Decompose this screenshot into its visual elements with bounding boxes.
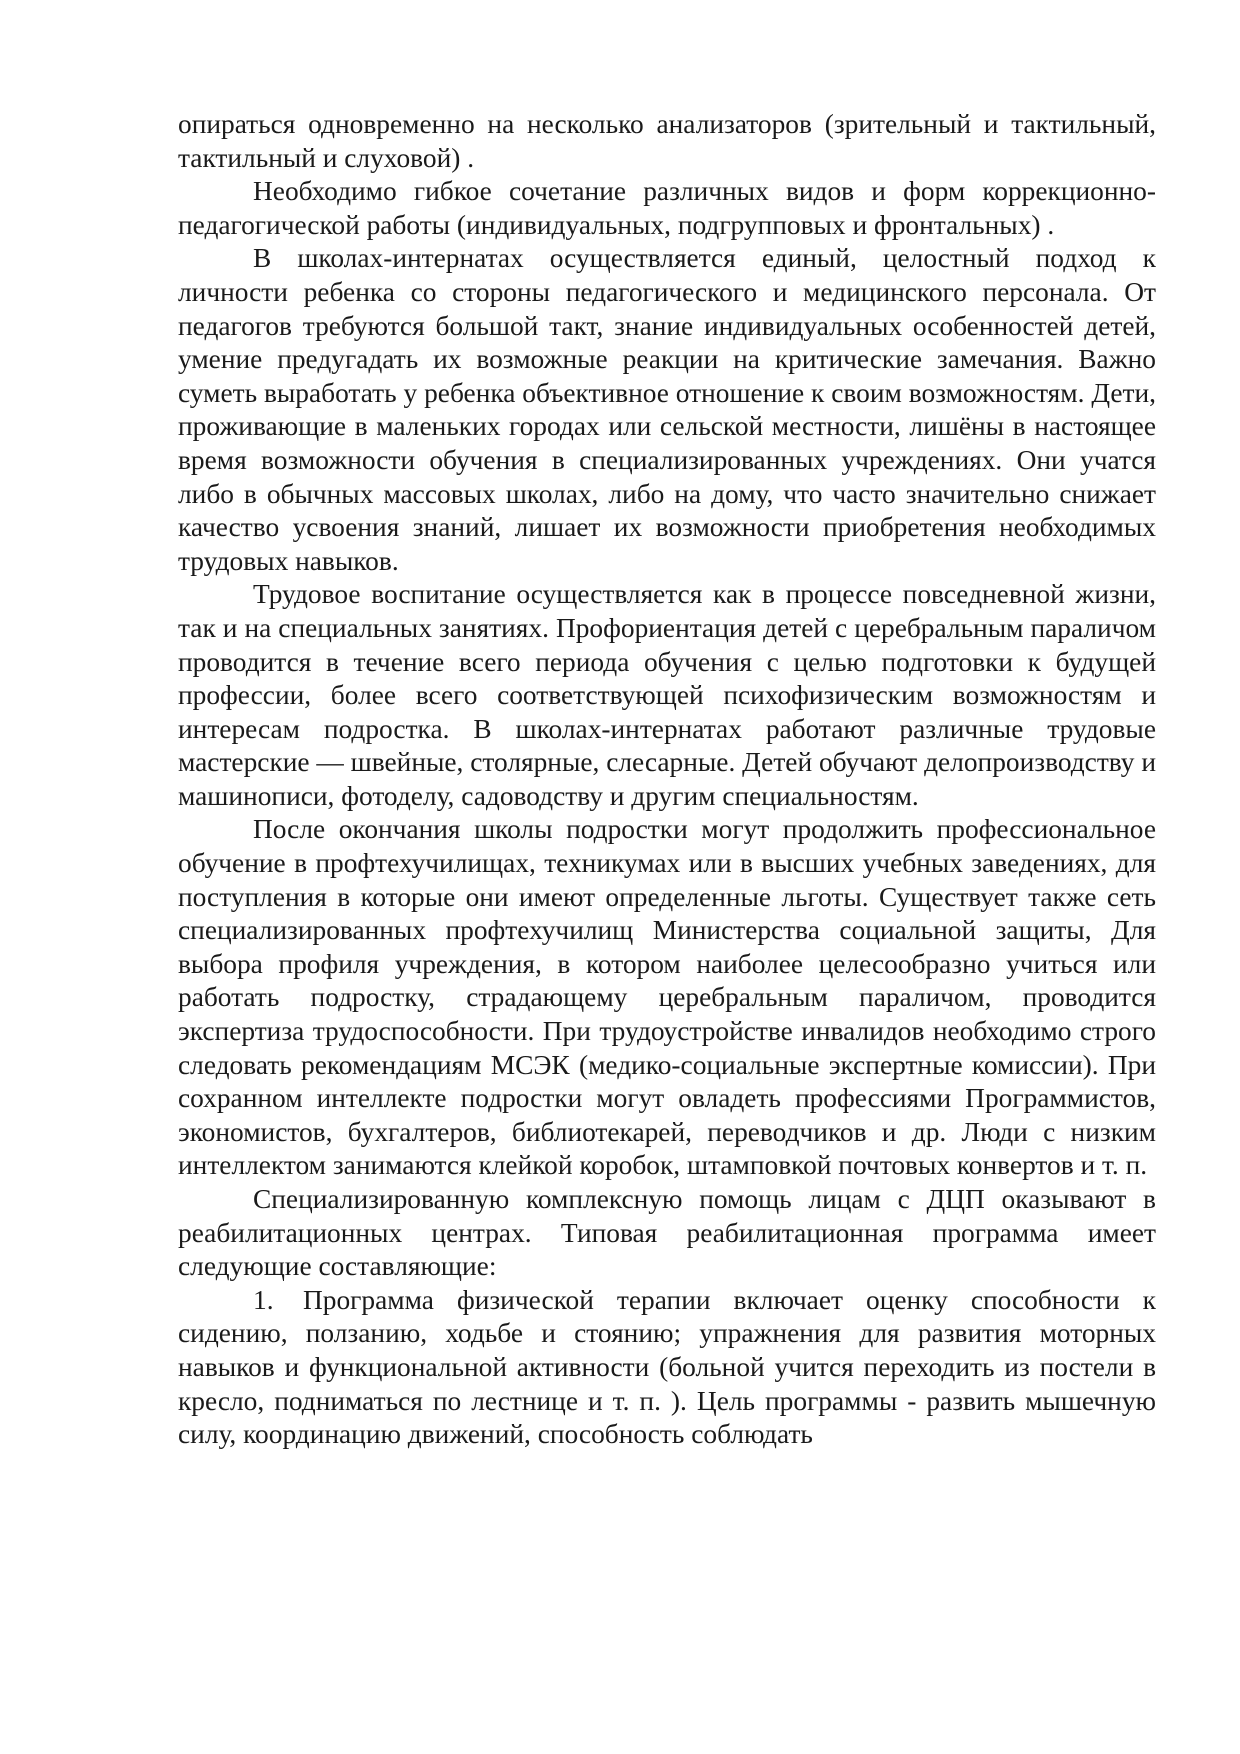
paragraph-labor-education: Трудовое воспитание осуществляется как в процессе повседневной жизни, так и на специальных занятиях. Профориентация детей с церебральным параличом проводится в течение всего периода обучения с целью подготовки к будущей профессии, более всего соответствующей психофизическим возможностям и интересам подростка. В школах-интернатах работают различные трудовые мастерские — швейные, столярные, слесарные. Детей обучают делопроизводству и машинописи, фотоделу, садоводству и другим специальностям. (178, 579, 1156, 811)
list-item-physical-therapy (178, 1284, 1156, 1452)
paragraph-boarding-schools: В школах-интернатах осуществляется единый, целостный подход к личности ребенка со стороны педагогического и медицинского персонала. От педагогов требуются большой такт, знание индивидуальных особенностей детей, умение предугадать их возможные реакции на критические замечания. Важно суметь выработать у ребенка объективное отношение к своим возможностям. Дети, проживающие в маленьких городах или сельской местности, лишёны в настоящее время возможности обучения в специализированных учреждениях. Они учатся либо в обычных массовых школах, либо на дому, что часто значительно снижает качество усвоения знаний, лишает их возможности приобретения необходимых трудовых навыков. (178, 243, 1156, 576)
list-item-number: 1. (253, 1284, 274, 1315)
paragraph-after-school: После окончания школы подростки могут продолжить профессиональное обучение в профтехучилищах, техникумах или в высших учебных заведениях, для поступления в которые они имеют определенные льготы. Существует также сеть специализированных профтехучилищ Министерства социальной защиты, Для выбора профиля учреждения, в котором наиболее целесообразно учиться или работать подростку, страдающему церебральным параличом, проводится экспертиза трудоспособности. При трудоустройстве инвалидов необходимо строго следовать рекомендациям МСЭК (медико-социальные экспертные комиссии). При сохранном интеллекте подростки могут овладеть профессиями Программистов, экономистов, бухгалтеров, библиотекарей, переводчиков и др. Люди с низким интеллектом занимаются клейкой коробок, штамповкой почтовых конвертов и т. п. (178, 814, 1156, 1181)
paragraph-continuation: опираться одновременно на несколько анализаторов (зрительный и тактильный, тактильный и слуховой) . (178, 109, 1156, 173)
paragraph-rehab-centers: Специализированную комплексную помощь лицам с ДЦП оказывают в реабилитационных центрах. Типовая реабилитационная программа имеет следующие составляющие: (178, 1184, 1156, 1282)
paragraph-correction-forms: Необходимо гибкое сочетание различных видов и форм коррекционно-педагогической работы (индивидуальных, подгрупповых и фронтальных) . (178, 176, 1156, 240)
document-page (178, 108, 1156, 1452)
list-item-text: Программа физической терапии включает оценку способности к сидению, ползанию, ходьбе и стоянию; упражнения для развития моторных навыков и функциональной активности (больной учится переходить из постели в кресло, подниматься по лестнице и т. п. ). Цель программы - развить мышечную силу, координацию движений, способность соблюдать (178, 1284, 1156, 1450)
